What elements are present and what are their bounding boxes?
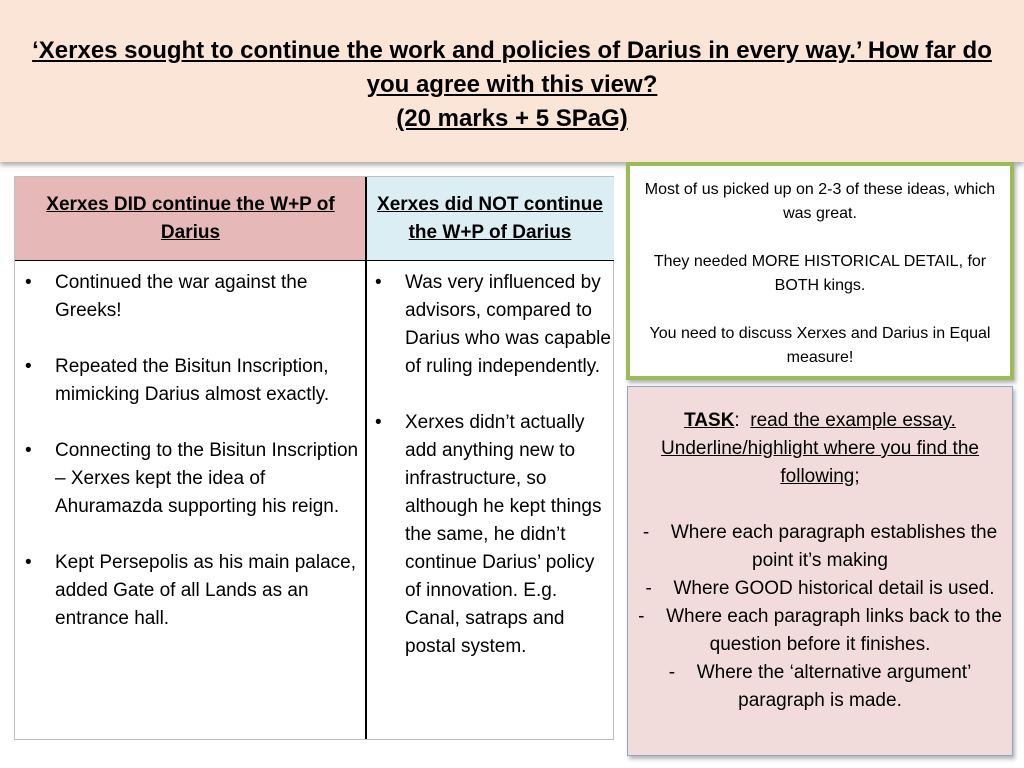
feedback-line-2: They needed MORE HISTORICAL DETAIL, for BOTH kings. — [653, 253, 987, 294]
task-label: TASK — [684, 410, 735, 431]
bullet-icon: • — [25, 272, 32, 293]
bullet-icon: • — [25, 552, 32, 573]
did-not-continue-list — [371, 269, 611, 661]
did-continue-heading: Xerxes DID continue the W+P of Darius — [15, 177, 366, 261]
slide-title — [14, 34, 1010, 136]
bullet-icon: • — [25, 440, 32, 461]
list-item: • Connecting to the Bisitun Inscription – Xerxes kept the idea of Ahuramazda supporting his reign. — [21, 437, 361, 521]
comparison-table — [14, 176, 614, 740]
title-line-2: you agree with this view? — [366, 71, 658, 98]
did-continue-column — [21, 263, 361, 661]
list-item: • Xerxes didn’t actually add anything new to infrastructure, so although he kept things the same, he didn’t continue Darius’ policy of innovation. E.g. Canal, satraps and postal system. — [371, 409, 611, 661]
did-not-continue-column — [371, 263, 611, 689]
feedback-note — [626, 162, 1014, 380]
list-item: • Repeated the Bisitun Inscription, mimicking Darius almost exactly. — [21, 353, 361, 409]
dash-icon: - — [638, 606, 645, 627]
column-divider — [365, 177, 367, 739]
list-item: • Continued the war against the Greeks! — [21, 269, 361, 325]
dash-icon: - — [642, 522, 650, 543]
list-item: • Was very influenced by advisors, compared to Darius who was capable of ruling independently. — [371, 269, 611, 381]
task-intro: TASK: read the example essay. Underline/highlight where you find the following; — [661, 410, 979, 487]
feedback-line-1: Most of us picked up on 2-3 of these ideas, which was great. — [644, 181, 996, 222]
list-item: - Where GOOD historical detail is used. — [636, 575, 1004, 603]
list-item: - Where each paragraph links back to the question before it finishes. — [636, 603, 1004, 659]
dash-icon: - — [668, 662, 676, 683]
title-line-1: ‘Xerxes sought to continue the work and policies of Darius in every way.’ How far do — [32, 37, 992, 64]
feedback-line-3: You need to discuss Xerxes and Darius in Equal measure! — [649, 325, 991, 366]
bullet-icon: • — [375, 272, 382, 293]
task-box — [627, 386, 1013, 756]
bullet-icon: • — [25, 356, 32, 377]
task-instruction: read the example essay. Underline/highlight where you find the following; — [661, 410, 979, 487]
bullet-icon: • — [375, 412, 382, 433]
dash-icon: - — [645, 578, 652, 599]
list-item: - Where each paragraph establishes the point it’s making — [636, 519, 1004, 575]
task-list — [636, 519, 1004, 715]
list-item: - Where the ‘alternative argument’ paragraph is made. — [636, 659, 1004, 715]
did-not-continue-heading: Xerxes did NOT continue the W+P of Darius — [366, 177, 614, 261]
list-item: • Kept Persepolis as his main palace, added Gate of all Lands as an entrance hall. — [21, 549, 361, 633]
did-continue-list — [21, 269, 361, 633]
title-banner — [0, 0, 1024, 162]
title-line-3: (20 marks + 5 SPaG) — [396, 105, 628, 132]
